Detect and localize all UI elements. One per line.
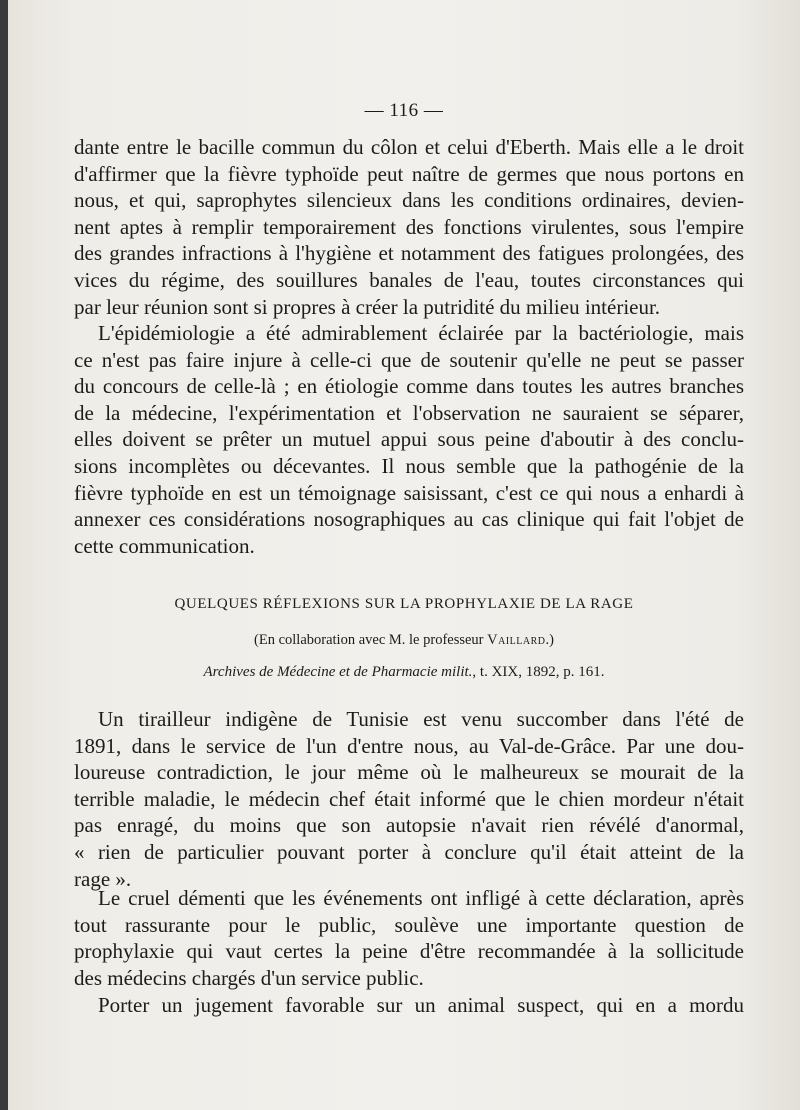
- text-line: par leur réunion sont si propres à créer la putridité du milieu intérieur.: [74, 294, 661, 319]
- text-line: rage ».: [74, 866, 132, 891]
- paragraph-tirailleur: [74, 706, 744, 892]
- paragraph-porter: [74, 992, 744, 1019]
- text-line: terrible maladie, le médecin chef était informé que le chien mordeur n'était: [74, 786, 744, 811]
- text-line: du concours de celle-là ; en étiologie comme dans toutes les autres branches: [74, 374, 744, 399]
- paragraph-dementi: [74, 885, 744, 991]
- text-line: sions incomplètes ou décevantes. Il nous semble que la pathogénie de la: [74, 453, 744, 478]
- text-line: de la médecine, l'expérimentation et l'observation ne sauraient se séparer,: [74, 400, 744, 425]
- paragraph-continuation: [74, 134, 744, 320]
- collaboration-suffix: .): [545, 632, 554, 648]
- text-line: fièvre typhoïde en est un témoignage saisissant, c'est ce qui nous a enhardi à: [74, 480, 744, 505]
- text-line: L'épidémiologie a été admirablement éclairée par la bactériologie, mais: [98, 321, 744, 345]
- text-line: « rien de particulier pouvant porter à conclure qu'il était atteint de la: [74, 839, 744, 864]
- text-line: ce n'est pas faire injure à celle-ci que de soutenir qu'elle ne peut se passer: [74, 347, 744, 372]
- article-source: [8, 664, 800, 681]
- text-line: loureuse contradiction, le jour même où le malheureux se mourait de la: [74, 760, 744, 785]
- text-line: elles doivent se prêter un mutuel appui sous peine d'aboutir à des conclu-: [74, 427, 744, 452]
- text-line: dante entre le bacille commun du côlon et celui d'Eberth. Mais elle a le droit: [74, 135, 744, 159]
- text-line: des grandes infractions à l'hygiène et notamment des fatigues prolongées, des: [74, 241, 744, 266]
- collaborator-name: Vaillard: [487, 632, 546, 648]
- text-line: d'affirmer que la fièvre typhoïde peut naître de germes que nous portons en: [74, 161, 744, 186]
- text-line: Porter un jugement favorable sur un animal suspect, qui en a mordu: [98, 993, 744, 1017]
- page-number: — 116 —: [364, 100, 444, 121]
- text-line: Le cruel démenti que les événements ont infligé à cette déclaration, après: [98, 886, 744, 910]
- text-line: annexer ces considérations nosographiques au cas clinique qui fait l'objet de: [74, 507, 744, 532]
- text-line: pas enragé, du moins que son autopsie n'avait rien révélé d'anormal,: [74, 813, 744, 838]
- text-line: Un tirailleur indigène de Tunisie est venu succomber dans l'été de: [98, 707, 744, 731]
- text-line: prophylaxie qui vaut certes la peine d'être recommandée à la sollicitude: [74, 939, 744, 964]
- book-page: [8, 0, 800, 1110]
- text-line: cette communication.: [74, 533, 255, 558]
- text-line: nent aptes à remplir temporairement des fonctions virulentes, sous l'empire: [74, 214, 744, 239]
- source-reference: , t. XIX, 1892, p. 161.: [472, 664, 605, 680]
- text-line: 1891, dans le service de l'un d'entre nous, au Val-de-Grâce. Par une dou-: [74, 733, 744, 758]
- text-line: vices du régime, des souillures banales de l'eau, toutes circonstances qui: [74, 267, 744, 292]
- source-journal: Archives de Médecine et de Pharmacie milit.: [203, 664, 473, 680]
- text-line: nous, et qui, saprophytes silencieux dans les conditions ordinaires, devien-: [74, 188, 744, 213]
- paragraph-epidemiology: [74, 320, 744, 559]
- collaboration-prefix: (En collaboration avec M. le professeur: [254, 632, 488, 648]
- text-line: tout rassurante pour le public, soulève une importante question de: [74, 912, 744, 937]
- text-line: des médecins chargés d'un service public.: [74, 965, 424, 990]
- article-title: QUELQUES RÉFLEXIONS SUR LA PROPHYLAXIE DE LA RAGE: [174, 596, 634, 612]
- article-collaboration: [8, 632, 800, 649]
